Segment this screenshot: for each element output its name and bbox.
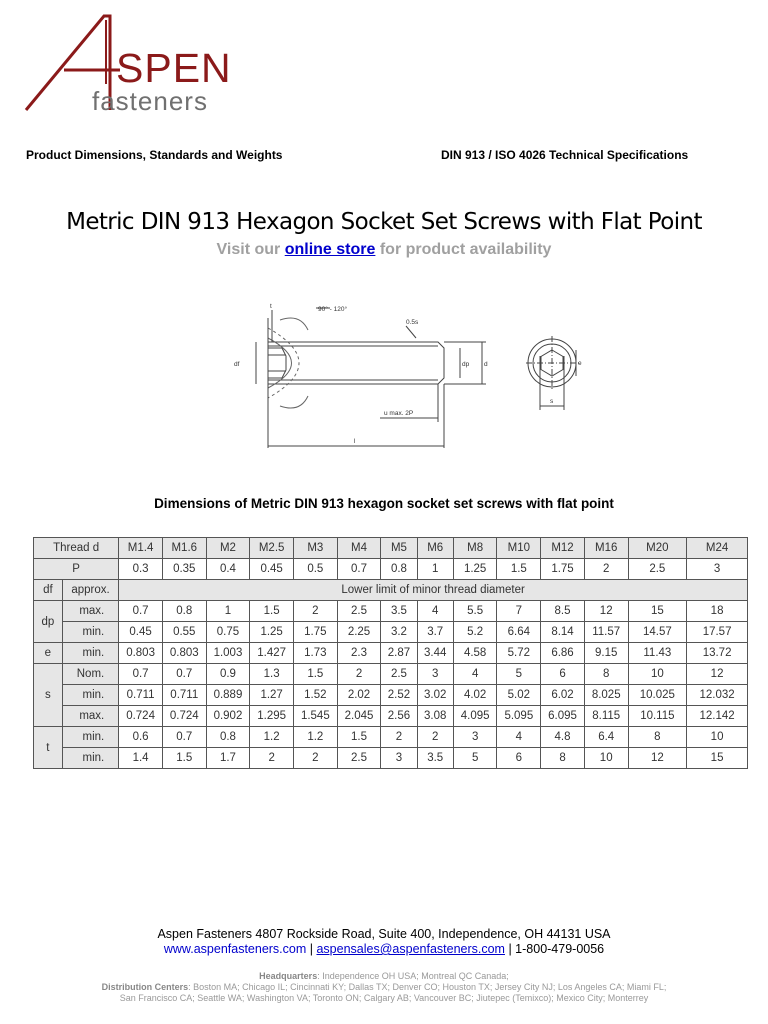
table-cell: 3: [381, 748, 417, 769]
table-cell: 0.7: [162, 727, 206, 748]
table-cell: 8.5: [541, 601, 585, 622]
table-row: [34, 538, 748, 559]
table-cell: 8: [584, 664, 628, 685]
table-cell: 2.5: [337, 601, 381, 622]
table-cell: 7: [497, 601, 541, 622]
table-cell: 3.08: [417, 706, 453, 727]
table-cell: 0.8: [381, 559, 417, 580]
e-min-label: min.: [62, 643, 118, 664]
t-min-label: min.: [62, 727, 118, 748]
table-cell: 10.115: [628, 706, 687, 727]
table-cell: 1.427: [250, 643, 294, 664]
table-cell: 4: [453, 664, 497, 685]
table-cell: 8.14: [541, 622, 585, 643]
table-cell: 3.5: [417, 748, 453, 769]
table-cell: 0.7: [119, 664, 163, 685]
table-cell: 0.803: [162, 643, 206, 664]
table-cell: M12: [541, 538, 585, 559]
table-cell: 0.902: [206, 706, 250, 727]
table-cell: 3.44: [417, 643, 453, 664]
table-cell: 6.4: [584, 727, 628, 748]
table-cell: 3: [687, 559, 748, 580]
table-cell: 0.45: [250, 559, 294, 580]
table-cell: 4.095: [453, 706, 497, 727]
table-cell: 5: [497, 664, 541, 685]
table-cell: 3: [453, 727, 497, 748]
table-row: [34, 622, 748, 643]
table-cell: 1.545: [293, 706, 337, 727]
table-row: [34, 580, 748, 601]
df-label: df: [34, 580, 63, 601]
angle-label: 90° - 120°: [318, 306, 348, 313]
s-nom-label: Nom.: [62, 664, 118, 685]
store-suffix: for product availability: [375, 241, 552, 258]
table-row: [34, 643, 748, 664]
table-cell: 2.56: [381, 706, 417, 727]
table-cell: 2.3: [337, 643, 381, 664]
table-cell: 1: [206, 601, 250, 622]
table-cell: 12.032: [687, 685, 748, 706]
table-cell: 14.57: [628, 622, 687, 643]
table-cell: 0.9: [206, 664, 250, 685]
table-cell: 0.4: [206, 559, 250, 580]
table-cell: 8: [541, 748, 585, 769]
table-cell: 5.2: [453, 622, 497, 643]
table-row: [34, 559, 748, 580]
table-cell: 0.75: [206, 622, 250, 643]
table-cell: 12.142: [687, 706, 748, 727]
table-cell: 1.25: [453, 559, 497, 580]
table-cell: 1.27: [250, 685, 294, 706]
table-cell: 10: [628, 664, 687, 685]
table-cell: 1.5: [337, 727, 381, 748]
table-cell: 0.55: [162, 622, 206, 643]
table-title: Dimensions of Metric DIN 913 hexagon socket set screws with flat point: [154, 496, 614, 511]
table-cell: 6.86: [541, 643, 585, 664]
headquarters-label: Headquarters: [259, 971, 318, 981]
table-cell: 0.6: [119, 727, 163, 748]
table-cell: 1.73: [293, 643, 337, 664]
set-screw-drawing: [220, 298, 600, 463]
page-title: Metric DIN 913 Hexagon Socket Set Screws with Flat Point: [66, 209, 702, 235]
table-cell: 4.8: [541, 727, 585, 748]
table-cell: M1.6: [162, 538, 206, 559]
half-s-label: 0.5s: [406, 319, 419, 326]
table-cell: 1.2: [293, 727, 337, 748]
table-cell: 2: [381, 727, 417, 748]
table-row: [34, 601, 748, 622]
table-cell: 2: [584, 559, 628, 580]
table-cell: M2.5: [250, 538, 294, 559]
t-label: t: [34, 727, 63, 769]
table-cell: 2.52: [381, 685, 417, 706]
t-min-label: min.: [62, 748, 118, 769]
table-cell: 6.095: [541, 706, 585, 727]
table-row: [34, 706, 748, 727]
table-cell: 1.2: [250, 727, 294, 748]
table-cell: M8: [453, 538, 497, 559]
table-cell: 4: [497, 727, 541, 748]
table-cell: 2: [250, 748, 294, 769]
table-cell: 3.5: [381, 601, 417, 622]
table-cell: 17.57: [687, 622, 748, 643]
table-cell: 15: [687, 748, 748, 769]
table-cell: 6: [541, 664, 585, 685]
table-cell: 8.025: [584, 685, 628, 706]
table-cell: M4: [337, 538, 381, 559]
table-row: [34, 748, 748, 769]
table-cell: 13.72: [687, 643, 748, 664]
table-cell: 0.7: [119, 601, 163, 622]
distribution-text-1: : Boston MA; Chicago IL; Cincinnati KY; Dallas TX; Denver CO; Houston TX; Jersey City NJ; Los Angeles CA; Miami FL;: [188, 982, 667, 992]
table-cell: 1.5: [293, 664, 337, 685]
table-cell: M3: [293, 538, 337, 559]
s-label: s: [550, 398, 554, 405]
d-label: d: [484, 361, 488, 368]
table-cell: 1.295: [250, 706, 294, 727]
header-left: Product Dimensions, Standards and Weights: [26, 148, 283, 162]
table-cell: 2: [337, 664, 381, 685]
footer-contact: [0, 942, 768, 956]
thread-header: Thread d: [34, 538, 119, 559]
l-label: l: [354, 438, 356, 445]
table-cell: 1.5: [250, 601, 294, 622]
table-cell: 0.8: [206, 727, 250, 748]
table-cell: 11.43: [628, 643, 687, 664]
table-cell: 0.724: [162, 706, 206, 727]
t-label: t: [270, 303, 272, 310]
online-store-link[interactable]: online store: [284, 241, 376, 258]
table-cell: 2.045: [337, 706, 381, 727]
aspen-logo: [24, 14, 264, 114]
store-prefix: Visit our: [216, 241, 285, 258]
table-cell: 0.724: [119, 706, 163, 727]
table-cell: 4.02: [453, 685, 497, 706]
table-cell: 2: [417, 727, 453, 748]
table-cell: 2.5: [628, 559, 687, 580]
table-cell: 0.711: [162, 685, 206, 706]
headquarters-text: : Independence OH USA; Montreal QC Canada;: [317, 971, 509, 981]
table-cell: 6: [497, 748, 541, 769]
table-cell: 4.58: [453, 643, 497, 664]
table-cell: 0.803: [119, 643, 163, 664]
dp-max-label: max.: [62, 601, 118, 622]
table-cell: M16: [584, 538, 628, 559]
table-cell: 5.5: [453, 601, 497, 622]
table-cell: 1.003: [206, 643, 250, 664]
table-cell: 1.52: [293, 685, 337, 706]
df-sub-label: approx.: [62, 580, 118, 601]
table-cell: 0.35: [162, 559, 206, 580]
table-cell: 0.889: [206, 685, 250, 706]
table-cell: 8: [628, 727, 687, 748]
footer-separator: |: [306, 942, 317, 956]
table-cell: 5.72: [497, 643, 541, 664]
table-cell: 5.02: [497, 685, 541, 706]
table-cell: 10.025: [628, 685, 687, 706]
table-cell: 18: [687, 601, 748, 622]
table-cell: M6: [417, 538, 453, 559]
table-cell: 12: [687, 664, 748, 685]
df-label: df: [234, 361, 240, 368]
footer-phone: | 1-800-479-0056: [504, 942, 605, 956]
table-cell: 3.7: [417, 622, 453, 643]
table-cell: 12: [628, 748, 687, 769]
table-cell: M1.4: [119, 538, 163, 559]
table-cell: M10: [497, 538, 541, 559]
headquarters-line: [0, 971, 768, 981]
table-cell: 1.25: [250, 622, 294, 643]
table-cell: M24: [687, 538, 748, 559]
table-cell: 3.02: [417, 685, 453, 706]
table-cell: 11.57: [584, 622, 628, 643]
dp-label: dp: [462, 361, 470, 368]
table-cell: 2.5: [381, 664, 417, 685]
header-right: DIN 913 / ISO 4026 Technical Specifications: [441, 148, 689, 162]
footer-address: Aspen Fasteners 4807 Rockside Road, Suite 400, Independence, OH 44131 USA: [157, 927, 611, 941]
table-cell: 1.3: [250, 664, 294, 685]
table-cell: 2.87: [381, 643, 417, 664]
dp-label: dp: [34, 601, 63, 643]
table-cell: 0.7: [162, 664, 206, 685]
logo-wordmark: SPEN: [116, 45, 232, 91]
dimensions-table: [33, 537, 748, 769]
pitch-label: P: [34, 559, 119, 580]
table-cell: 0.8: [162, 601, 206, 622]
table-cell: 0.711: [119, 685, 163, 706]
table-cell: 2.25: [337, 622, 381, 643]
table-cell: 9.15: [584, 643, 628, 664]
table-cell: 1.7: [206, 748, 250, 769]
table-cell: 3.2: [381, 622, 417, 643]
table-cell: 1: [417, 559, 453, 580]
dp-min-label: min.: [62, 622, 118, 643]
table-cell: 1.5: [162, 748, 206, 769]
distribution-line-2: San Francisco CA; Seattle WA; Washington VA; Toronto ON; Calgary AB; Vancouver BC; Jiutepec (Temixco); Mexico City; Monterrey: [119, 993, 649, 1003]
s-min-label: min.: [62, 685, 118, 706]
table-cell: 8.115: [584, 706, 628, 727]
table-cell: 5.095: [497, 706, 541, 727]
e-label: e: [578, 360, 582, 367]
u-label: u max. 2P: [384, 410, 414, 417]
table-cell: M5: [381, 538, 417, 559]
store-line: [0, 241, 768, 259]
s-label: s: [34, 664, 63, 727]
distribution-line-1: [0, 982, 768, 992]
table-cell: 2: [293, 601, 337, 622]
table-row: [34, 664, 748, 685]
table-row: [34, 685, 748, 706]
s-max-label: max.: [62, 706, 118, 727]
table-cell: 4: [417, 601, 453, 622]
distribution-label: Distribution Centers: [101, 982, 189, 992]
table-cell: 3: [417, 664, 453, 685]
table-row: [34, 727, 748, 748]
table-cell: 2.02: [337, 685, 381, 706]
table-cell: 5: [453, 748, 497, 769]
table-cell: 2: [293, 748, 337, 769]
table-cell: 0.5: [293, 559, 337, 580]
table-cell: 6.02: [541, 685, 585, 706]
table-cell: 6.64: [497, 622, 541, 643]
table-cell: 1.4: [119, 748, 163, 769]
table-cell: 12: [584, 601, 628, 622]
table-cell: 1.75: [541, 559, 585, 580]
website-link[interactable]: www.aspenfasteners.com: [163, 942, 307, 956]
table-cell: M20: [628, 538, 687, 559]
table-cell: 15: [628, 601, 687, 622]
table-cell: 2.5: [337, 748, 381, 769]
df-note: Lower limit of minor thread diameter: [119, 580, 748, 601]
table-cell: 10: [687, 727, 748, 748]
table-cell: 0.7: [337, 559, 381, 580]
email-link[interactable]: aspensales@aspenfasteners.com: [316, 942, 505, 956]
table-cell: 0.45: [119, 622, 163, 643]
table-cell: 10: [584, 748, 628, 769]
table-cell: M2: [206, 538, 250, 559]
table-cell: 1.5: [497, 559, 541, 580]
logo-subtitle: fasteners: [92, 86, 208, 116]
table-cell: 1.75: [293, 622, 337, 643]
table-cell: 0.3: [119, 559, 163, 580]
e-label: e: [34, 643, 63, 664]
